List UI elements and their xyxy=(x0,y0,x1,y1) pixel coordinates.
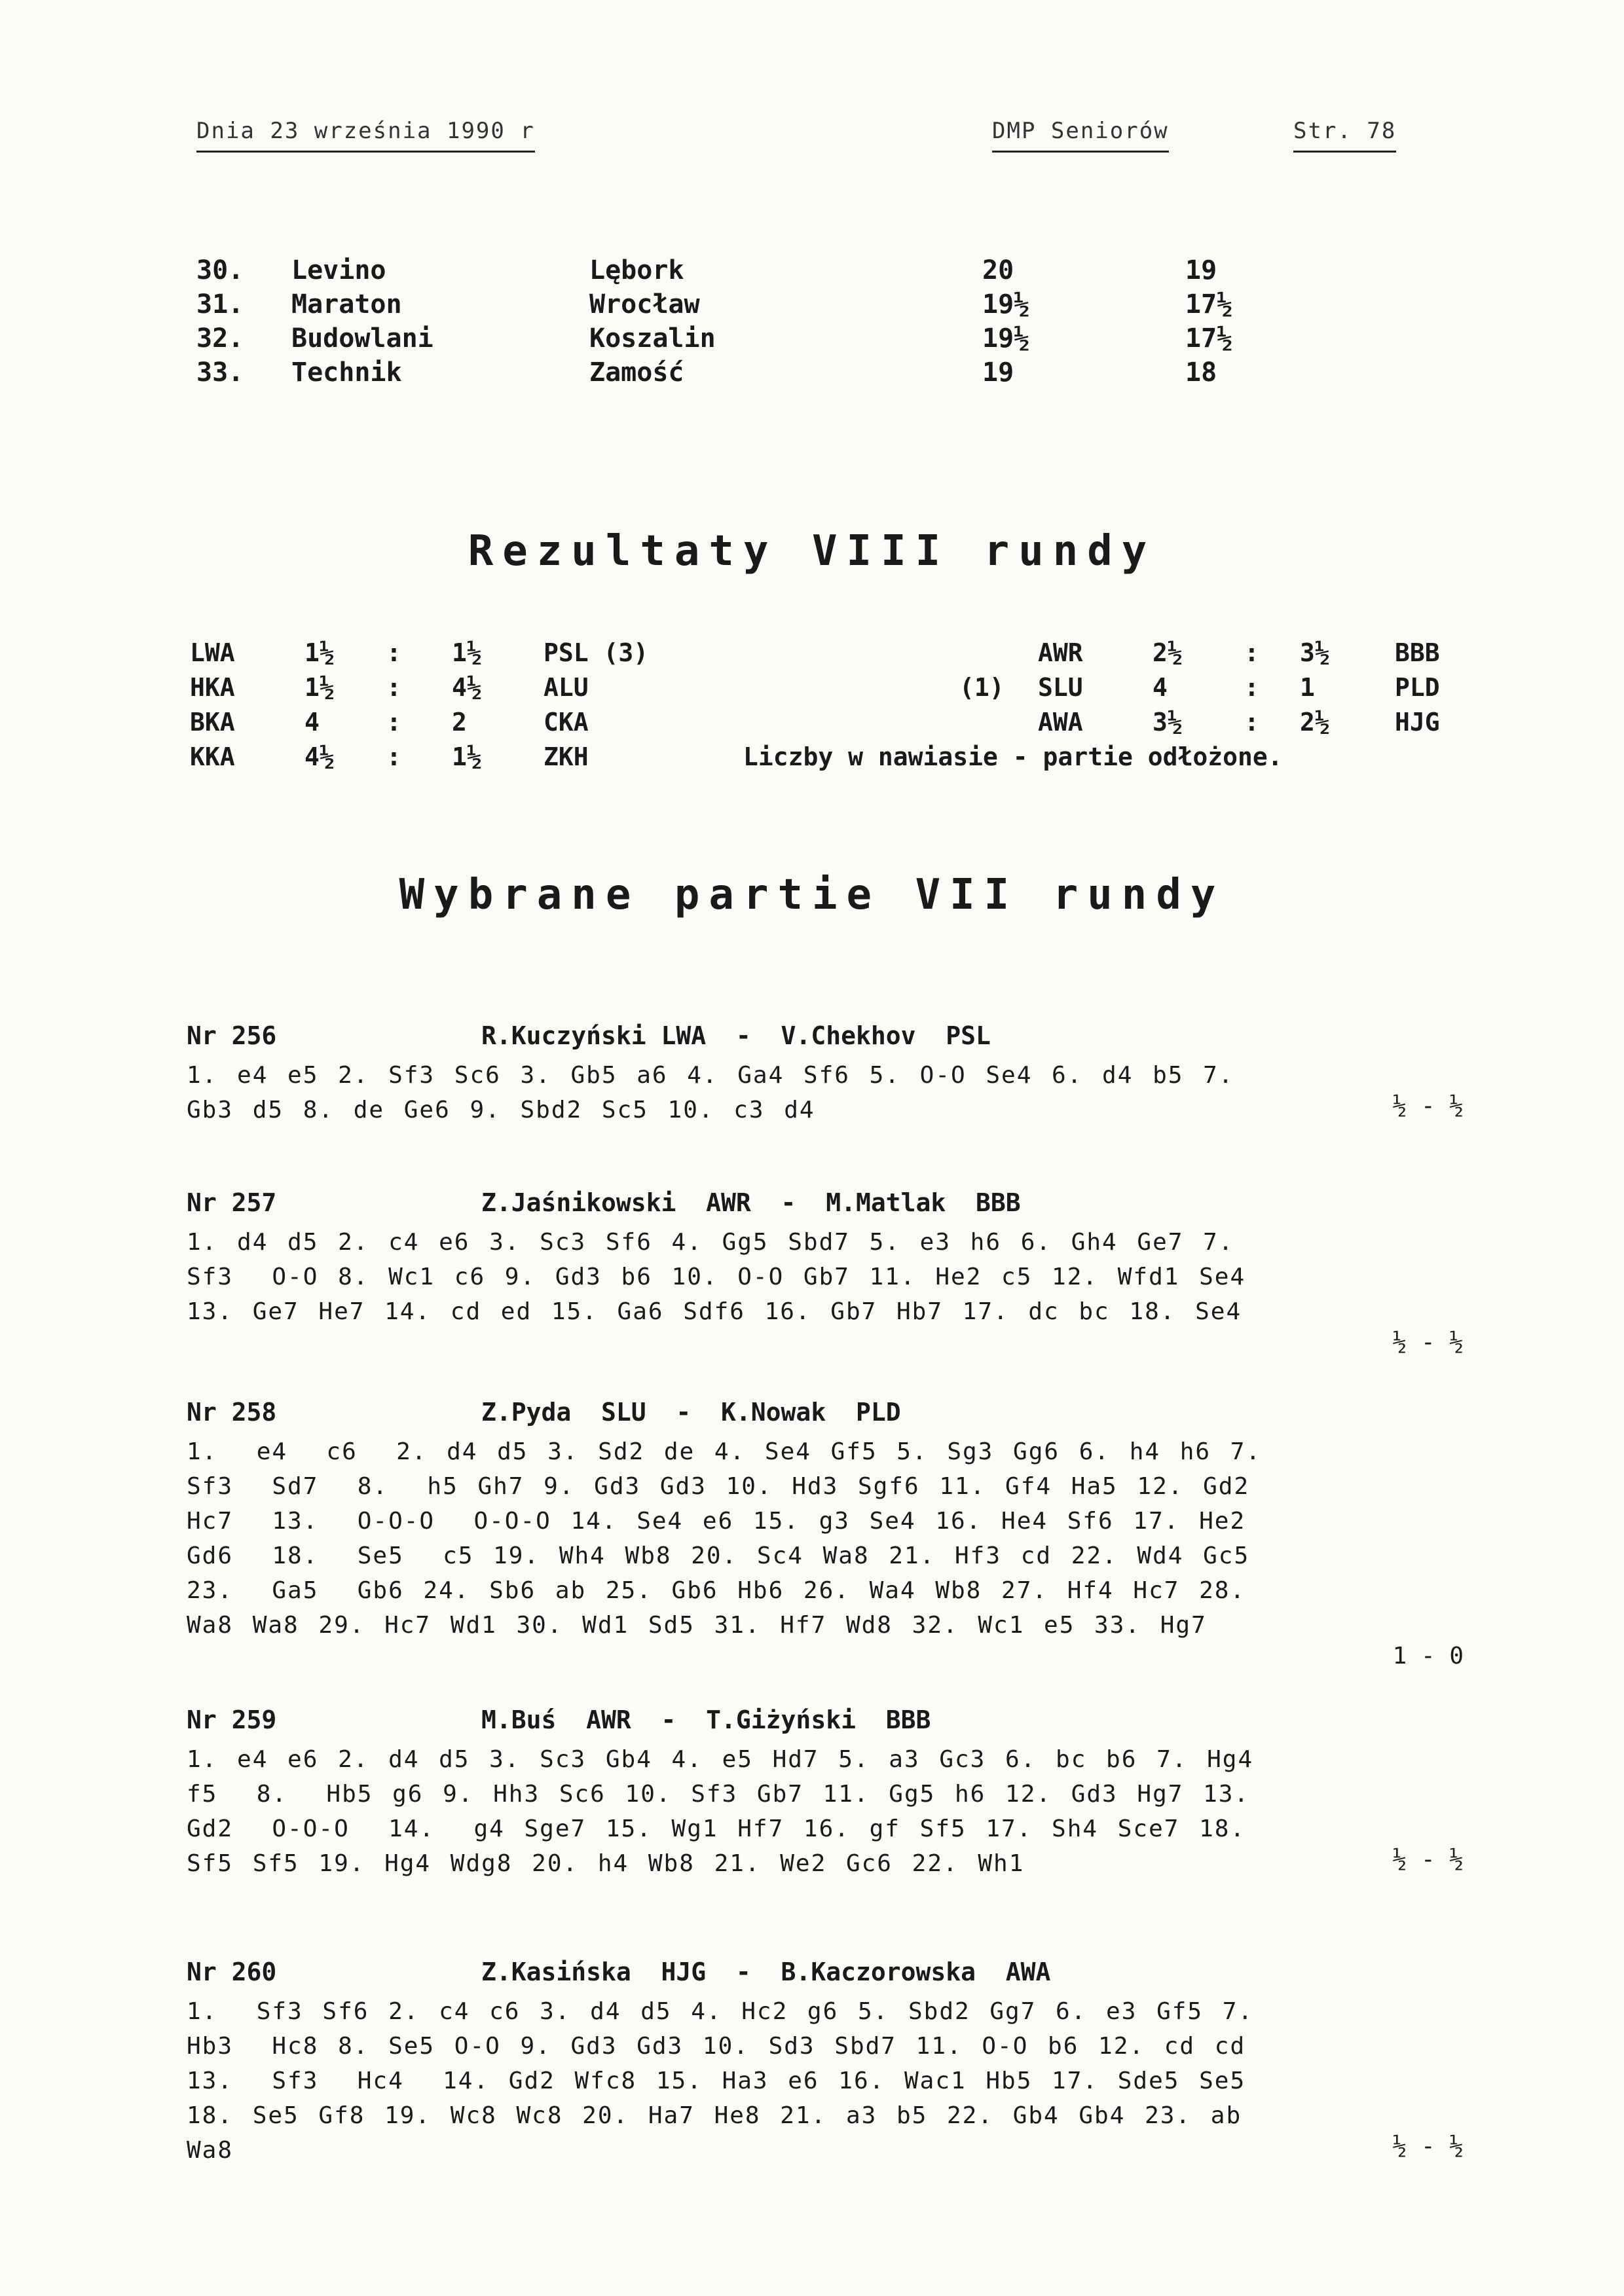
points-1: 19 xyxy=(982,357,1014,388)
team-away: ALU xyxy=(544,673,589,702)
adjourned-count: (1) xyxy=(959,673,1005,702)
game-players: Z.Jaśnikowski AWR - M.Matlak BBB xyxy=(481,1188,1021,1217)
team-city: Koszalin xyxy=(589,323,716,354)
moves-line: Hb3 Hc8 8. Se5 O-O 9. Gd3 Gd3 10. Sd3 Sbd7 11. O-O b6 12. cd cd xyxy=(187,2033,1246,2060)
header-page-number: Str. 78 xyxy=(1293,118,1396,153)
moves-line: 13. Ge7 He7 14. cd ed 15. Ga6 Sdf6 16. Gb7 Hb7 17. dc bc 18. Se4 xyxy=(187,1298,1242,1325)
game-result: ½ - ½ xyxy=(1392,1846,1464,1873)
score-separator: : xyxy=(386,742,401,771)
score-home: 4 xyxy=(304,708,320,737)
score-separator: : xyxy=(1244,708,1259,737)
game-record-257 xyxy=(187,1188,1470,1364)
game-number: Nr 258 xyxy=(187,1398,277,1427)
team-home: KKA xyxy=(190,742,235,771)
game-header xyxy=(187,1705,1470,1742)
moves-line: Gd2 O-O-O 14. g4 Sge7 15. Wg1 Hf7 16. gf Sf5 17. Sh4 Sce7 18. xyxy=(187,1815,1246,1842)
moves-line: 18. Se5 Gf8 19. Wc8 Wc8 20. Ha7 He8 21. a3 b5 22. Gb4 Gb4 23. ab xyxy=(187,2102,1242,2129)
moves-line: Gb3 d5 8. de Ge6 9. Sbd2 Sc5 10. c3 d4 xyxy=(187,1097,815,1123)
game-record-258 xyxy=(187,1398,1470,1677)
game-moves xyxy=(187,1434,1470,1643)
score-away: 3½ xyxy=(1300,638,1330,667)
team-home: AWR xyxy=(1038,638,1083,667)
rank: 30. xyxy=(196,255,244,285)
moves-line: Hc7 13. O-O-O O-O-O 14. Se4 e6 15. g3 Se4 16. He4 Sf6 17. He2 xyxy=(187,1508,1246,1535)
game-result: 1 - 0 xyxy=(1392,1643,1464,1669)
header-event: DMP Seniorów xyxy=(992,118,1169,153)
team-name: Budowlani xyxy=(291,323,434,354)
moves-line: Sf3 O-O 8. Wc1 c6 9. Gd3 b6 10. O-O Gb7 11. He2 c5 12. Wfd1 Se4 xyxy=(187,1264,1246,1290)
team-away: PSL (3) xyxy=(544,638,649,667)
game-result: ½ - ½ xyxy=(1392,1329,1464,1356)
game-players: R.Kuczyński LWA - V.Chekhov PSL xyxy=(481,1021,991,1050)
team-home: SLU xyxy=(1038,673,1083,702)
score-separator: : xyxy=(386,638,401,667)
team-away: PLD xyxy=(1395,673,1440,702)
points-2: 19 xyxy=(1185,255,1217,285)
points-1: 19½ xyxy=(982,323,1030,354)
moves-line: Sf5 Sf5 19. Hg4 Wdg8 20. h4 Wb8 21. We2 Gc6 22. Wh1 xyxy=(187,1850,1025,1877)
team-home: AWA xyxy=(1038,708,1083,737)
game-header xyxy=(187,1021,1470,1058)
moves-line: 1. e4 c6 2. d4 d5 3. Sd2 de 4. Se4 Gf5 5. Sg3 Gg6 6. h4 h6 7. xyxy=(187,1438,1262,1465)
rank: 33. xyxy=(196,357,244,388)
team-name: Maraton xyxy=(291,289,402,319)
score-home: 1½ xyxy=(304,673,335,702)
game-players: M.Buś AWR - T.Giżyński BBB xyxy=(481,1705,931,1734)
points-2: 17½ xyxy=(1185,323,1233,354)
points-2: 18 xyxy=(1185,357,1217,388)
moves-line: 1. e4 e6 2. d4 d5 3. Sc3 Gb4 4. e5 Hd7 5. a3 Gc3 6. bc b6 7. Hg4 xyxy=(187,1746,1254,1773)
team-home: HKA xyxy=(190,673,235,702)
game-header xyxy=(187,1958,1470,1994)
game-result: ½ - ½ xyxy=(1392,2133,1464,2160)
moves-line: 13. Sf3 Hc4 14. Gd2 Wfc8 15. Ha3 e6 16. Wac1 Hb5 17. Sde5 Se5 xyxy=(187,2068,1246,2094)
rank: 32. xyxy=(196,323,244,354)
score-separator: : xyxy=(1244,638,1259,667)
moves-line: 1. d4 d5 2. c4 e6 3. Sc3 Sf6 4. Gg5 Sbd7 5. e3 h6 6. Gh4 Ge7 7. xyxy=(187,1229,1234,1256)
team-away: ZKH xyxy=(544,742,589,771)
team-away: HJG xyxy=(1395,708,1440,737)
game-header xyxy=(187,1188,1470,1225)
team-name: Levino xyxy=(291,255,386,285)
points-2: 17½ xyxy=(1185,289,1233,319)
score-separator: : xyxy=(1244,673,1259,702)
score-home: 1½ xyxy=(304,638,335,667)
score-away: 1½ xyxy=(452,742,482,771)
game-record-256 xyxy=(187,1021,1470,1127)
game-result: ½ - ½ xyxy=(1392,1093,1464,1120)
moves-line: f5 8. Hb5 g6 9. Hh3 Sc6 10. Sf3 Gb7 11. Gg5 h6 12. Gd3 Hg7 13. xyxy=(187,1781,1250,1808)
header-date: Dnia 23 września 1990 r xyxy=(196,118,535,153)
game-players: Z.Pyda SLU - K.Nowak PLD xyxy=(481,1398,901,1427)
team-city: Zamość xyxy=(589,357,684,388)
moves-line: 1. Sf3 Sf6 2. c4 c6 3. d4 d5 4. Hc2 g6 5. Sbd2 Gg7 6. e3 Gf5 7. xyxy=(187,1998,1254,2025)
game-number: Nr 257 xyxy=(187,1188,277,1217)
score-separator: : xyxy=(386,673,401,702)
score-away: 1 xyxy=(1300,673,1315,702)
score-home: 3½ xyxy=(1153,708,1183,737)
section-title-round-8: Rezultaty VIII rundy xyxy=(468,527,1156,575)
score-away: 2½ xyxy=(1300,708,1330,737)
score-away: 4½ xyxy=(452,673,482,702)
game-header xyxy=(187,1398,1470,1434)
rank: 31. xyxy=(196,289,244,319)
score-separator: : xyxy=(386,708,401,737)
moves-line: 23. Ga5 Gb6 24. Sb6 ab 25. Gb6 Hb6 26. Wa4 Wb8 27. Hf4 Hc7 28. xyxy=(187,1577,1246,1604)
game-record-260 xyxy=(187,1958,1470,2168)
section-title-round-7-games: Wybrane partie VII rundy xyxy=(399,871,1225,919)
game-number: Nr 260 xyxy=(187,1958,277,1986)
score-away: 2 xyxy=(452,708,467,737)
moves-line: Gd6 18. Se5 c5 19. Wh4 Wb8 20. Sc4 Wa8 21. Hf3 cd 22. Wd4 Gc5 xyxy=(187,1542,1250,1569)
game-record-259 xyxy=(187,1705,1470,1881)
moves-line: Wa8 Wa8 29. Hc7 Wd1 30. Wd1 Sd5 31. Hf7 Wd8 32. Wc1 e5 33. Hg7 xyxy=(187,1612,1207,1639)
team-away: CKA xyxy=(544,708,589,737)
score-home: 2½ xyxy=(1153,638,1183,667)
game-players: Z.Kasińska HJG - B.Kaczorowska AWA xyxy=(481,1958,1051,1986)
moves-line: Wa8 xyxy=(187,2137,234,2164)
points-1: 20 xyxy=(982,255,1014,285)
score-home: 4 xyxy=(1153,673,1168,702)
moves-line: Sf3 Sd7 8. h5 Gh7 9. Gd3 Gd3 10. Hd3 Sgf6 11. Gf4 Ha5 12. Gd2 xyxy=(187,1473,1250,1500)
team-home: BKA xyxy=(190,708,235,737)
game-number: Nr 256 xyxy=(187,1021,277,1050)
score-away: 1½ xyxy=(452,638,482,667)
team-name: Technik xyxy=(291,357,402,388)
team-city: Wrocław xyxy=(589,289,700,319)
score-home: 4½ xyxy=(304,742,335,771)
team-city: Lębork xyxy=(589,255,684,285)
game-number: Nr 259 xyxy=(187,1705,277,1734)
team-home: LWA xyxy=(190,638,235,667)
team-away: BBB xyxy=(1395,638,1440,667)
points-1: 19½ xyxy=(982,289,1030,319)
adjourned-note: Liczby w nawiasie - partie odłożone. xyxy=(743,742,1283,771)
moves-line: 1. e4 e5 2. Sf3 Sc6 3. Gb5 a6 4. Ga4 Sf6 5. O-O Se4 6. d4 b5 7. xyxy=(187,1062,1234,1089)
game-moves xyxy=(187,1225,1470,1329)
